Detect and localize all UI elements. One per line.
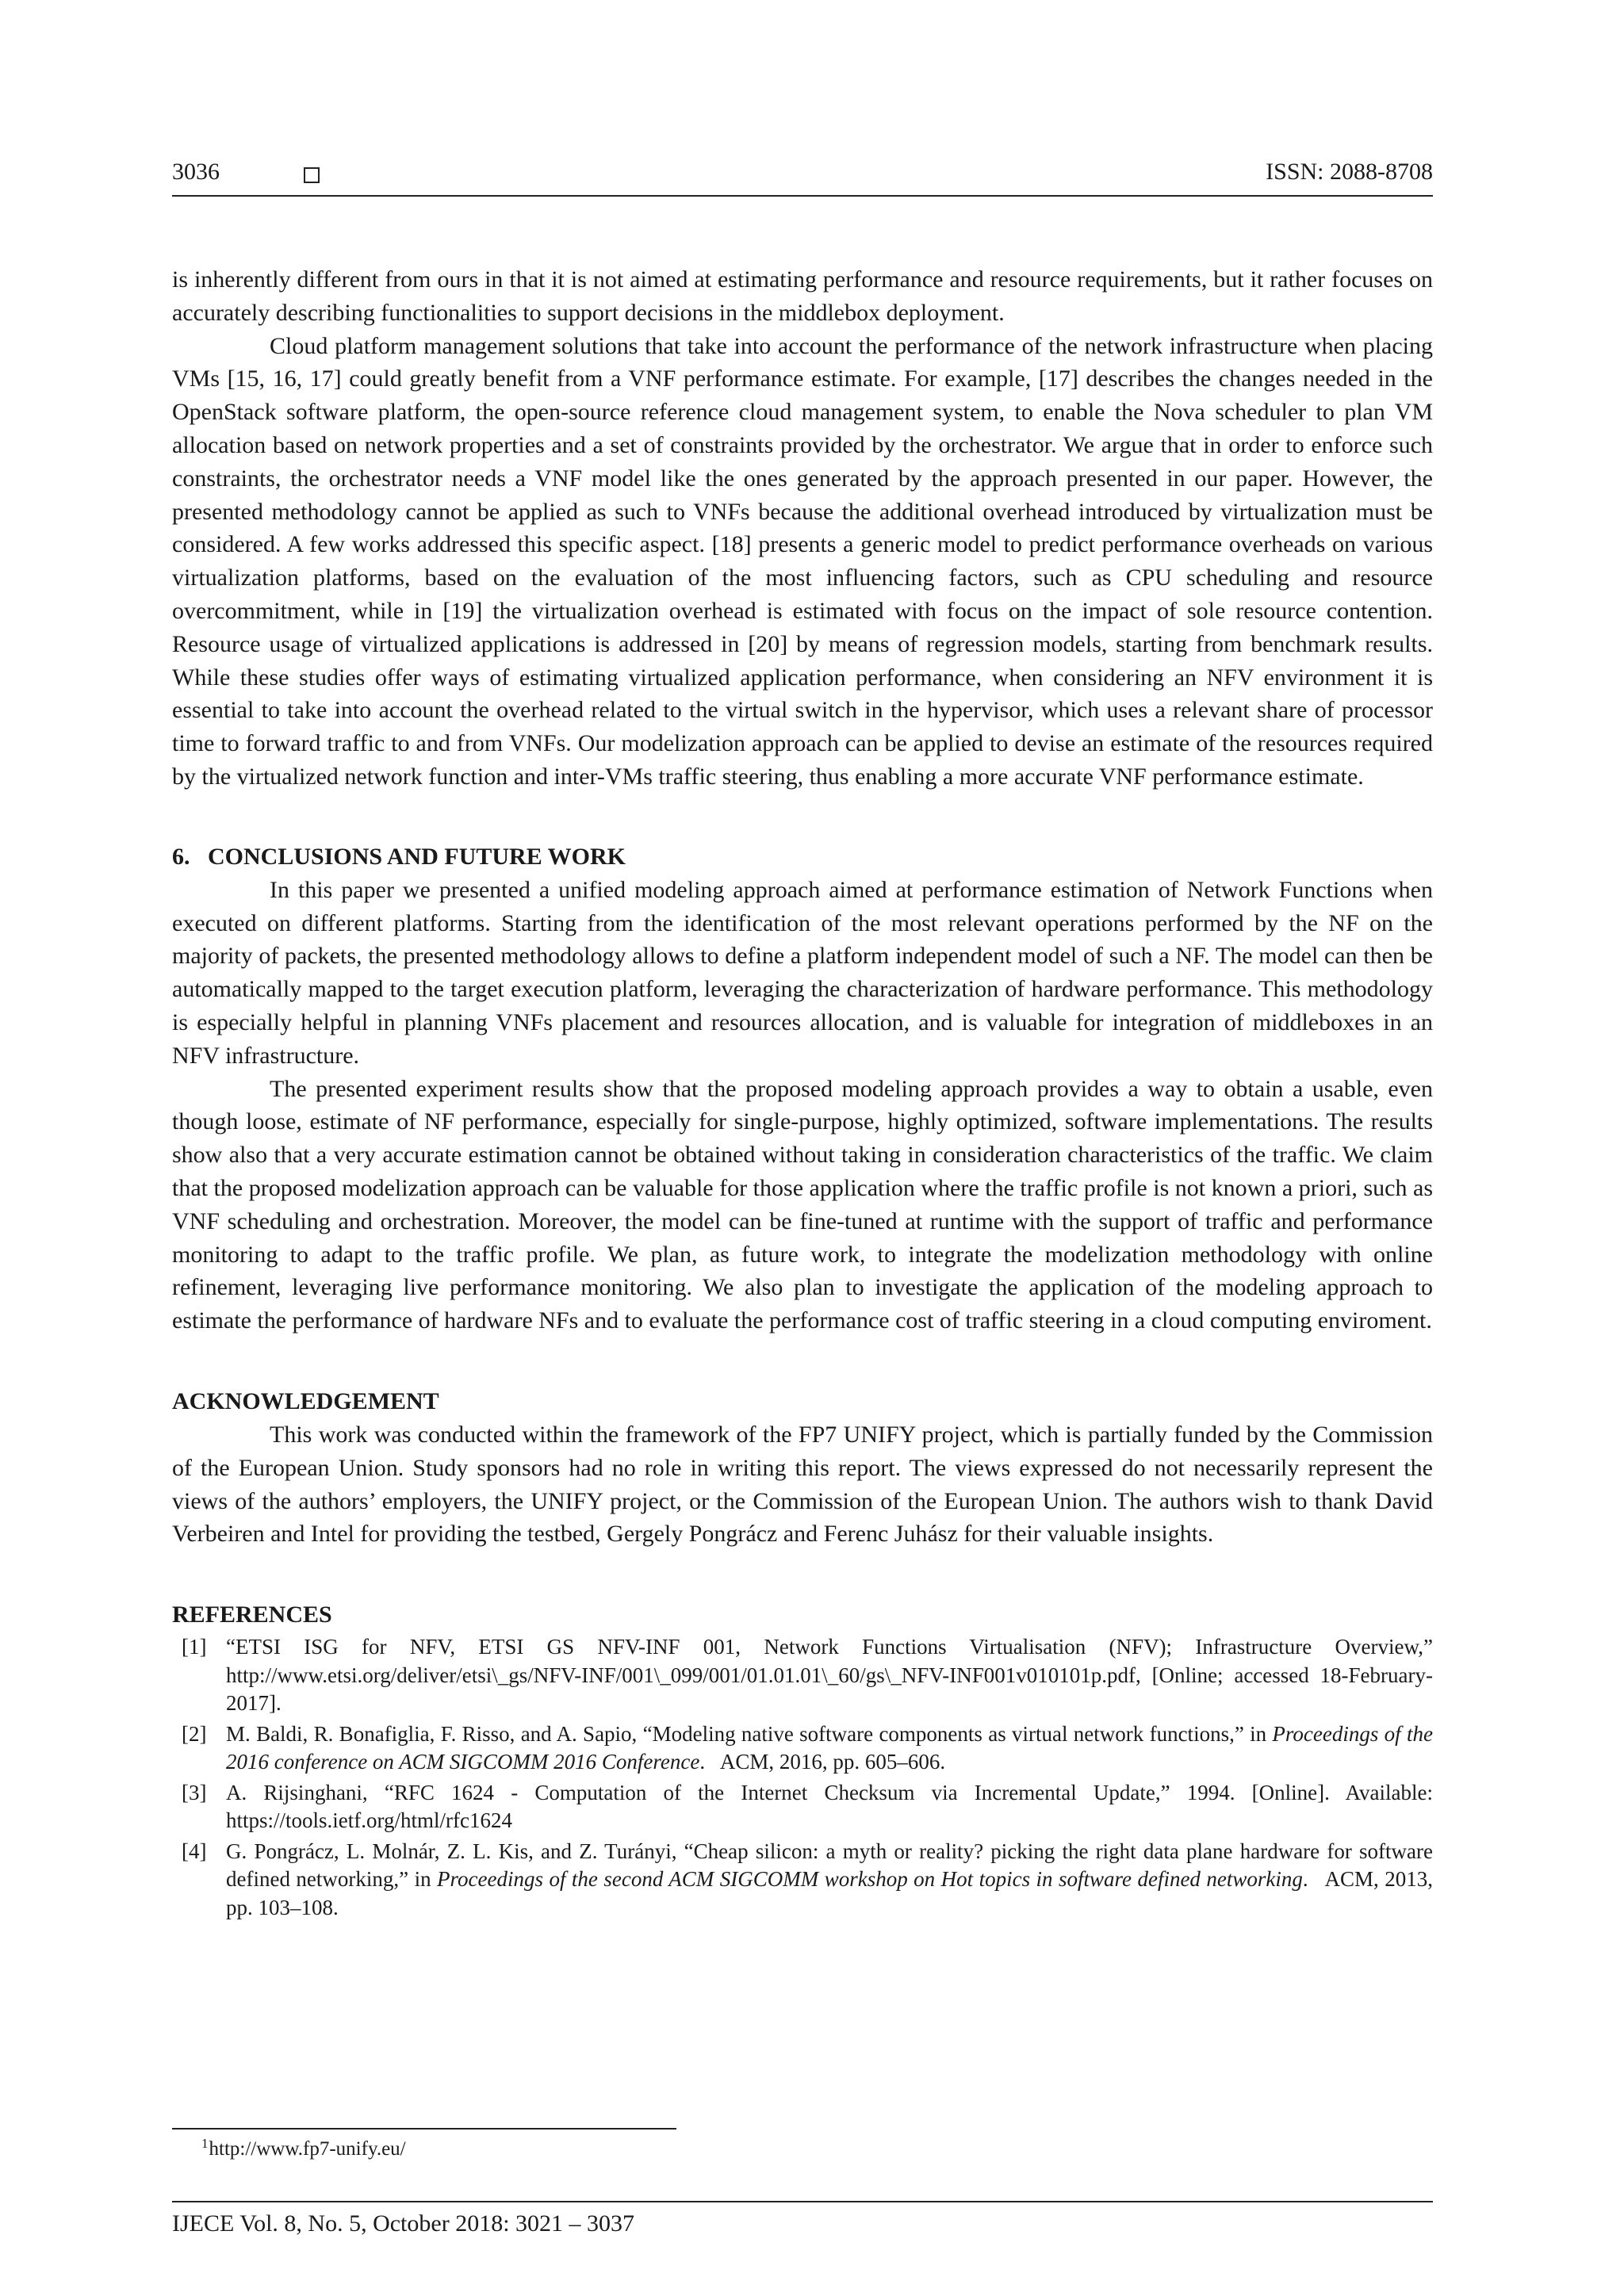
reference-text bbox=[226, 1838, 1438, 1923]
reference-item bbox=[172, 1720, 1433, 1777]
reference-number: [3] bbox=[182, 1780, 207, 1804]
paragraph-intro-continuation: is inherently different from ours in that it is not aimed at estimating performance and resource requirements, but it rather focuses on accurately describing functionalities to support decisions in the middlebox deployment. bbox=[172, 266, 1433, 326]
footnote-link[interactable]: http://www.fp7-unify.eu/ bbox=[209, 2138, 406, 2160]
section-heading-conclusions: 6. CONCLUSIONS AND FUTURE WORK bbox=[172, 843, 626, 870]
page-number: 3036 bbox=[172, 159, 220, 185]
page-footer bbox=[172, 2201, 1433, 2237]
reference-text bbox=[226, 1720, 1433, 1777]
reference-number: [2] bbox=[182, 1721, 207, 1746]
paragraph-conclusions-1: In this paper we presented a unified modeling approach aimed at performance estimation of Network Functions when executed on different platforms. Starting from the identification of the most relevant operations performed by the NF on the majority of packets, the presented methodology allows to define a platform independent model of such a NF. The model can then be automatically mapped to the target execution platform, leveraging the characterization of hardware performance. This methodology is especially helpful in planning VNFs placement and resources allocation, and is valuable for integration of middleboxes in an NFV infrastructure. bbox=[172, 876, 1433, 1069]
reference-text-main: M. Baldi, R. Bonafiglia, F. Risso, and A. Sapio, “Modeling native software components as virtual network functions,” in bbox=[226, 1721, 1273, 1746]
reference-item bbox=[172, 1838, 1438, 1923]
reference-venue: Proceedings of the second ACM SIGCOMM workshop on Hot topics in software defined networking bbox=[437, 1867, 1303, 1892]
reference-venue: Proceedings of the 2016 conference on ACM SIGCOMM 2016 Conference bbox=[226, 1721, 1433, 1774]
section-heading-acknowledgement: ACKNOWLEDGEMENT bbox=[172, 1387, 439, 1414]
footnote-rule bbox=[172, 2128, 676, 2130]
reference-list bbox=[172, 1633, 1438, 1922]
journal-info: IJECE Vol. 8, No. 5, October 2018: 3021 – 3037 bbox=[172, 2210, 635, 2237]
reference-item bbox=[172, 1779, 1433, 1835]
reference-text-tail: . ACM, 2013, pp. 103–108. bbox=[226, 1867, 1438, 1919]
paragraph-cloud-platforms: Cloud platform management solutions that take into account the performance of the network infrastructure when placing VMs [15, 16, 17] could greatly benefit from a VNF performance estimate. For example, [17] describes the changes needed in the OpenStack software platform, the open-source reference cloud management system, to enable the Nova scheduler to plan VM allocation based on network properties and a set of constraints provided by the orchestrator. We argue that in order to enforce such constraints, the orchestrator needs a VNF model like the ones generated by the approach presented in our paper. However, the presented methodology cannot be applied as such to VNFs because the additional overhead introduced by virtualization must be considered. A few works addressed this specific aspect. [18] presents a generic model to predict performance overheads on various virtualization platforms, based on the evaluation of the most influencing factors, such as CPU scheduling and resource overcommitment, while in [19] the virtualization overhead is estimated with focus on the impact of sole resource contention. Resource usage of virtualized applications is addressed in [20] by means of regression models, starting from benchmark results. While these studies offer ways of estimating virtualized application performance, when considering an NFV environment it is essential to take into account the overhead related to the virtual switch in the hypervisor, which uses a relevant share of processor time to forward traffic to and from VNFs. Our modelization approach can be applied to devise an estimate of the resources required by the virtualized network function and inter-VMs traffic steering, thus enabling a more accurate VNF performance estimate. bbox=[172, 332, 1433, 790]
page-header bbox=[172, 157, 1433, 197]
issn-label: ISSN: 2088-8708 bbox=[1266, 159, 1433, 185]
reference-number: [1] bbox=[182, 1635, 207, 1659]
footnote-mark: 1 bbox=[201, 2136, 209, 2151]
reference-text-main: “ETSI ISG for NFV, ETSI GS NFV-INF 001, Network Functions Virtualisation (NFV); Infrastructure Overview,” http://www.etsi.org/deliver/etsi\_gs/NFV-INF/001\_099/001/01.01.01\_60/gs\_NFV-INF001v010101p.pdf, [Online; accessed 18-February-2017]. bbox=[226, 1635, 1433, 1716]
reference-item bbox=[172, 1633, 1433, 1718]
paragraph-acknowledgement: This work was conducted within the framework of the FP7 UNIFY project, which is partially funded by the Commission of the European Union. Study sponsors had no role in writing this report. The views expressed do not necessarily represent the views of the authors’ employers, the UNIFY project, or the Commission of the European Union. The authors wish to thank David Verbeiren and Intel for providing the testbed, Gergely Pongrácz and Ferenc Juhász for their valuable insights. bbox=[172, 1421, 1433, 1548]
reference-number: [4] bbox=[182, 1839, 207, 1863]
footnote bbox=[201, 2131, 406, 2162]
reference-text-main: A. Rijsinghani, “RFC 1624 - Computation of the Internet Checksum via Incremental Update,” 1994. [Online]. Available: https://tools.ietf.org/html/rfc1624 bbox=[226, 1780, 1433, 1833]
section-heading-references: REFERENCES bbox=[172, 1601, 332, 1628]
page-body bbox=[172, 263, 1438, 1922]
paragraph-conclusions-2: The presented experiment results show that the proposed modeling approach provides a way to obtain a usable, even though loose, estimate of NF performance, especially for single-purpose, highly optimized, software implementations. The results show also that a very accurate estimation cannot be obtained without taking in consideration characteristics of the traffic. We claim that the proposed modelization approach can be valuable for those application where the traffic profile is not known a priori, such as VNF scheduling and orchestration. Moreover, the model can be fine-tuned at runtime with the support of traffic and performance monitoring to adapt to the traffic profile. We plan, as future work, to integrate the modelization methodology with online refinement, leveraging live performance monitoring. We also plan to investigate the application of the modeling approach to estimate the performance of hardware NFs and to evaluate the performance cost of traffic steering in a cloud computing enviroment. bbox=[172, 1075, 1433, 1334]
square-icon bbox=[304, 167, 320, 183]
reference-text-tail: . ACM, 2016, pp. 605–606. bbox=[699, 1750, 946, 1774]
reference-text bbox=[226, 1633, 1433, 1718]
reference-text-main: G. Pongrácz, L. Molnár, Z. L. Kis, and Z. Turányi, “Cheap silicon: a myth or reality? picking the right data plane hardware for software defined networking,” in bbox=[226, 1839, 1433, 1892]
reference-text bbox=[226, 1779, 1433, 1835]
